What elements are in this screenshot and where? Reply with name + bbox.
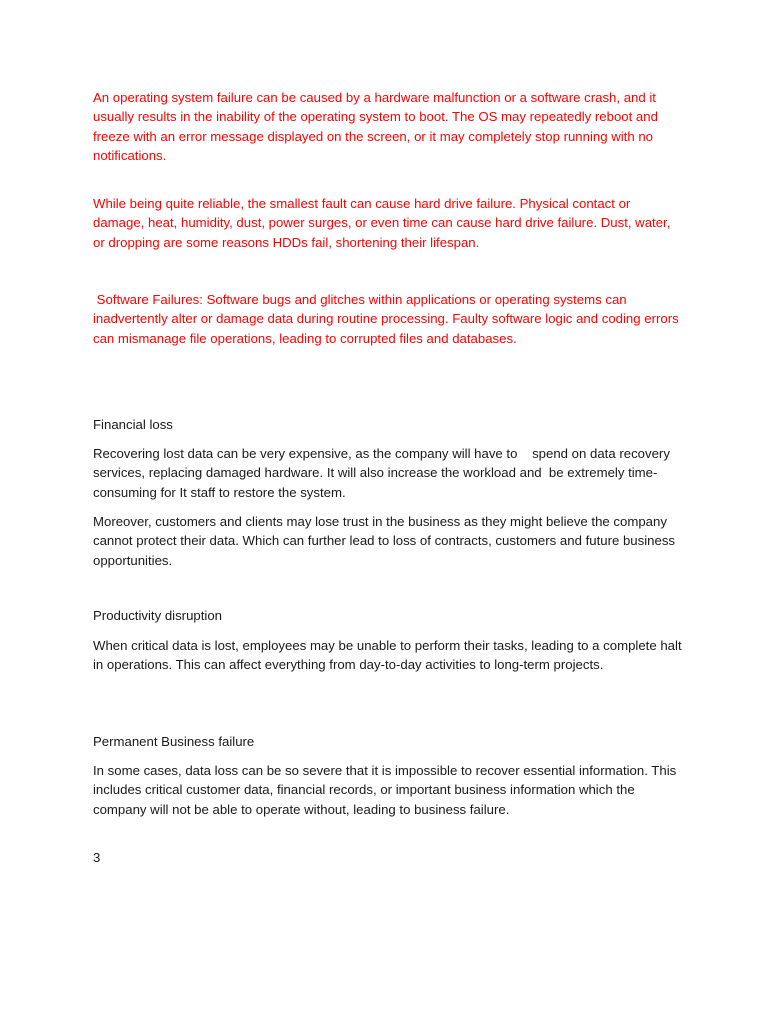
financial-loss-heading: Financial loss: [93, 417, 173, 432]
productivity-disruption-paragraph: When critical data is lost, employees may be unable to perform their tasks, leading to a complete halt in operations. This can affect everything from day-to-day activities to long-term projects.: [93, 638, 686, 673]
os-failure-paragraph: An operating system failure can be caused by a hardware malfunction or a software crash, and it usually results in the inability of the operating system to boot. The OS may repeatedly reboot and freeze with an error message displayed on the screen, or it may completely stop running with no notifications.: [93, 90, 662, 163]
financial-loss-paragraph-2: Moreover, customers and clients may lose trust in the business as they might believe the company cannot protect their data. Which can further lead to loss of contracts, customers and future business opportunities.: [93, 514, 679, 568]
permanent-business-failure-heading: Permanent Business failure: [93, 734, 255, 749]
page-number: 3: [93, 850, 101, 865]
hard-drive-failure-paragraph: While being quite reliable, the smallest fault can cause hard drive failure. Physical contact or damage, heat, humidity, dust, power surges, or even time can cause hard drive failure. Dust, water, or dropping are some reasons HDDs fail, shortening their lifespan.: [93, 196, 675, 250]
software-failures-paragraph: Software Failures: Software bugs and glitches within applications or operating systems can inadvertently alter or damage data during routine processing. Faulty software logic and coding errors can mismanage file operations, leading to corrupted files and databases.: [93, 292, 683, 346]
permanent-business-failure-paragraph: In some cases, data loss can be so severe that it is impossible to recover essential information. This includes critical customer data, financial records, or important business information which the company will not be able to operate without, leading to business failure.: [93, 763, 680, 817]
financial-loss-paragraph-1: Recovering lost data can be very expensive, as the company will have to spend on data recovery services, replacing damaged hardware. It will also increase the workload and be extremely time-consuming for It staff to restore the system.: [93, 446, 674, 500]
productivity-disruption-heading: Productivity disruption: [93, 608, 223, 623]
